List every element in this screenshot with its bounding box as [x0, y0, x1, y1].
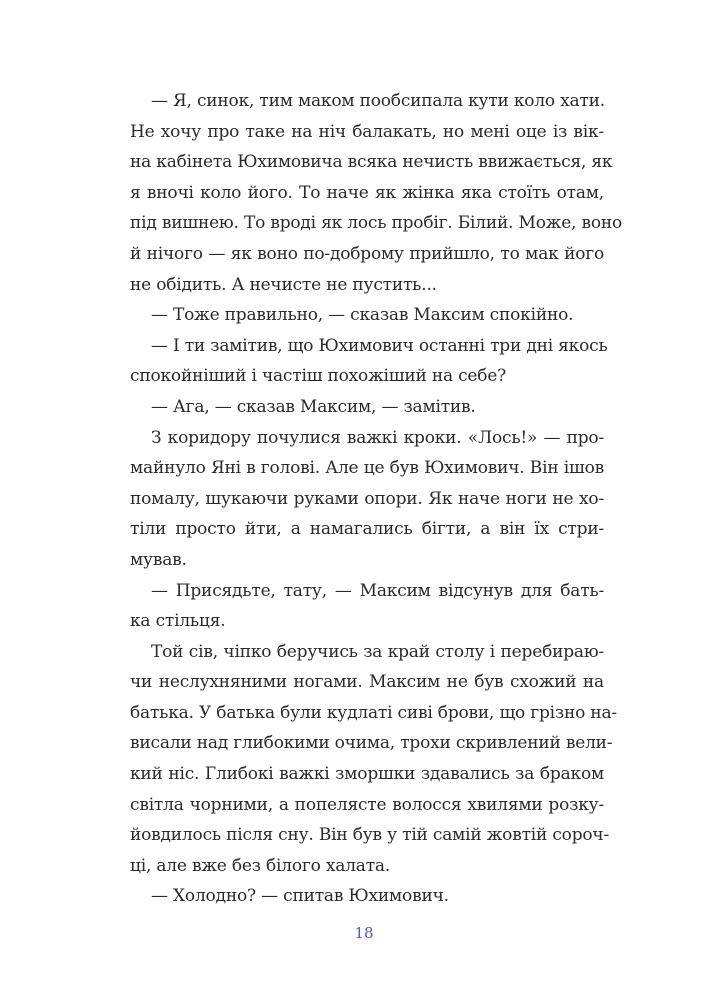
text-line: батька. У батька були кудлаті сиві брови, що грізно на-: [130, 702, 617, 723]
text-line: висали над глибокими очима, трохи скривлений вели-: [130, 733, 613, 754]
text-line: спокойніший і частіш похожіший на себе?: [130, 366, 507, 387]
text-line: — Тоже правильно, — сказав Максим спокійно.: [151, 305, 574, 326]
text-line: — Ага, — сказав Максим, — замітив.: [151, 396, 476, 417]
text-line: під вишнею. То вроді як лось пробіг. Білий. Може, воно: [130, 213, 623, 234]
text-line: йовдилось після сну. Він був у тій самій жовтій сороч-: [130, 825, 610, 846]
text-line: Не хочу про таке на ніч балакать, но мені оце із вік-: [130, 121, 604, 142]
text-line: тіли просто йти, а намагались бігти, а він їх стри-: [130, 519, 604, 540]
text-line: — Холодно? — спитав Юхимович.: [151, 886, 449, 907]
text-line: З коридору почулися важкі кроки. «Лось!» — про-: [151, 427, 604, 448]
text-line: — Я, синок, тим маком пообсипала кути коло хати.: [151, 91, 606, 111]
text-line: світла чорними, а попелясте волосся хвилями розку-: [130, 794, 604, 815]
page-number: 18: [354, 924, 374, 942]
text-line: кий ніс. Глибокі важкі зморшки здавались за браком: [130, 764, 604, 785]
text-line: — І ти замітив, що Юхимович останні три дні якось: [151, 335, 608, 356]
text-line: ка стільця.: [130, 611, 226, 632]
text-line: — Присядьте, тату, — Максим відсунув для бать-: [151, 580, 604, 601]
text-line: й нічого — як воно по-доброму прийшло, то мак його: [130, 243, 604, 264]
text-line: майнуло Яні в голові. Але це був Юхимович. Він ішов: [130, 458, 604, 479]
text-line: Той сів, чіпко беручись за край столу і перебираю-: [151, 641, 604, 662]
text-line: чи неслухняними ногами. Максим не був схожий на: [130, 672, 604, 693]
text-line: помалу, шукаючи руками опори. Як наче ноги не хо-: [130, 488, 604, 509]
text-line: на кабінета Юхимовича всяка нечисть ввижається, як: [130, 152, 613, 173]
body-text: [130, 86, 623, 912]
text-line: ці, але вже без білого халата.: [130, 855, 391, 876]
text-line: мував.: [130, 549, 187, 570]
text-line: не обідить. А нечисте не пустить...: [130, 274, 437, 295]
text-line: я вночі коло його. То наче як жінка яка стоїть отам,: [130, 182, 604, 203]
